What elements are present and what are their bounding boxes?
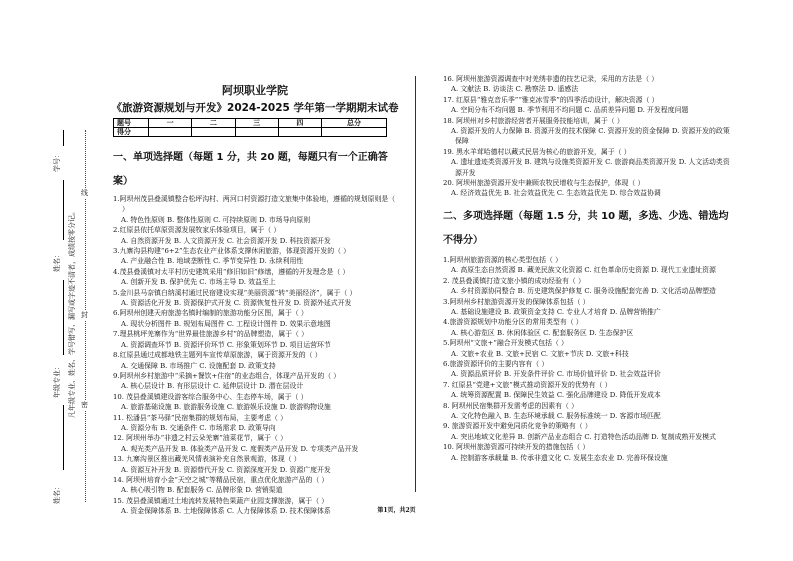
score-header-cell: 题号 [114, 119, 149, 128]
section2-question-list [443, 255, 730, 463]
question-text: 15. 茂县叠溪镇通过土地流转发展特色果蔬产业园支撑旅游，属于（ ） [113, 496, 329, 505]
question-text: 9.阿坝州乡村旅游中“采摘+餐饮+住宿”的业态组合，体现产品开发的（ ） [113, 371, 341, 380]
question-text: 8.红原县通过成都地铁主题列车宣传草原旅游，属于资源开发的（ ） [113, 351, 322, 360]
left-column [113, 146, 400, 517]
question-options: A. 乡村资源协同整合 B. 历史建筑保护修复 C. 服务设施配套完善 D. 文化活动品牌塑造 [451, 287, 716, 296]
question-text: 20. 阿坝州旅游资源开发中兼顾农牧民增收与生态保护，体现（ ） [443, 179, 645, 188]
score-row-label: 得分 [114, 128, 149, 137]
question-text: 3.九寨沟县构建“6+2”生态农业产业体系支撑休闲旅游，体现资源开发的（ ） [113, 247, 351, 256]
question-text: 6.旅游资源评价的主要内容有（ ） [443, 359, 549, 368]
question-options: A. 观光类产品开发 B. 体验类产品开发 C. 度假类产品开发 D. 专项类产品开发 [121, 444, 359, 453]
question-options: A. 资源品质评价 B. 开发条件评价 C. 市场价值评价 D. 社会效益评价 [451, 370, 661, 379]
question-options: A. 资源开发的人力保障 B. 资源开发的技术保障 C. 资源开发的资金保障 D. 资源开发的政策保障 [451, 127, 730, 146]
section2-heading: 二、多项选择题（每题 1.5 分，共 10 题，多选、少选、错选均不得分） [443, 210, 729, 246]
question-text: 5.金川县马奈镇白纳溪村通过民宿建设实现“美丽资源”转“美丽经济”，属于（ ） [113, 288, 357, 297]
question-text: 3.阿坝州乡村旅游资源开发的保障体系包括（ ） [443, 297, 590, 306]
name-label-bottom: 姓名： [53, 483, 61, 504]
score-header-cell: 三 [235, 119, 278, 128]
question-text: 2. 茂县叠溪镇打造文旅小镇的成功经验有（ ） [443, 276, 585, 285]
question-options: A. 空间分布不均问题 B. 季节利用不均问题 C. 品质差异问题 D. 开发程度问题 [451, 106, 689, 115]
question-text: 7. 红原县“党建+文旅”模式推动资源开发的优势有（ ） [443, 380, 612, 389]
question-options: A. 交通保障 B. 市场推广 C. 设施配套 D. 政策支持 [121, 361, 276, 370]
question-options: A. 文旅+农业 B. 文旅+民宿 C. 文旅+节庆 D. 文旅+科技 [451, 349, 629, 358]
question-options: A. 突出地域文化差异 B. 创新产品业态组合 C. 打造特色活动品牌 D. 复制成熟开发模式 [451, 432, 716, 441]
binding-line [63, 405, 64, 470]
score-table [113, 118, 387, 137]
question-text: 10. 茂县叠溪镇建设游客综合服务中心、生态停车场，属于（ ） [113, 392, 308, 401]
question-options: A. 控制游客承载量 B. 传承非遗文化 C. 发展生态农业 D. 完善环保设施 [451, 453, 668, 462]
grade-major-label: 年级专业： [53, 363, 61, 398]
seal-mark-feng: 封 [81, 311, 88, 319]
question-text: 11. 松潘县“茶马驿”民宿集群的规划布局，主要考虑（ ） [113, 413, 287, 422]
question-options: A. 特色性原则 B. 整体性原则 C. 可持续原则 D. 市场导向原则 [121, 215, 311, 224]
score-header-cell: 总分 [322, 119, 387, 128]
score-header-cell: 一 [149, 119, 192, 128]
question-options: A. 现状分析图件 B. 规划布局图件 C. 工程设计图件 D. 效果示意地图 [121, 319, 331, 328]
question-text: 14. 阿坝州培育小金“天空之城”等精品民宿，重点优化旅游产品的（ ） [113, 475, 329, 484]
question-text: 12. 阿坝州举办“非遗之村云朵羌寨”油菜花节，属于（ ） [113, 434, 287, 443]
question-text: 1.阿坝州旅游资源的核心类型包括（ ） [443, 255, 563, 264]
section1-question-list-continued [443, 74, 730, 199]
question-options: A. 自然资源开发 B. 人文资源开发 C. 社会资源开发 D. 科技资源开发 [121, 236, 331, 245]
question-options: A. 资源调查环节 B. 资源评价环节 C. 形象策划环节 D. 项目运营环节 [121, 340, 331, 349]
score-header-cell: 四 [278, 119, 321, 128]
question-text: 17. 红原县“雅克音乐季”“雅克冰雪季”的四季活动设计，解决资源（ ） [443, 95, 659, 104]
binding-line [63, 130, 64, 146]
seal-mark-xian: 线 [81, 189, 88, 197]
school-name: 阿坝职业学院 [222, 84, 288, 97]
seal-mark-mi: 密 [81, 401, 88, 409]
exam-title: 《旅游资源规划与开发》2024-2025 学年第一学期期末试卷 [111, 102, 399, 114]
question-text: 10. 阿坝州旅游资源可持续开发的措施包括（ ） [443, 443, 590, 452]
question-options: A. 旅游基础设施 B. 旅游服务设施 C. 旅游娱乐设施 D. 旅游购物设施 [121, 403, 331, 412]
binding-notice: 凡年级专业、姓名、学号错写、漏写或字迹不清者，成绩按零分记。 [68, 208, 76, 418]
question-text: 13. 九寨沟景区推出藏羌风情表演补充自然景观游，体现（ ） [113, 455, 301, 464]
question-text: 2.红原县依托草原资源发展牧家乐体验项目，属于（ ） [113, 226, 281, 235]
question-text: 18. 阿坝州对乡村旅游经营者开展服务技能培训，属于（ ） [443, 116, 624, 125]
score-cell [192, 128, 235, 137]
score-cell [322, 128, 387, 137]
score-table-header-row [114, 119, 387, 128]
question-options: A. 核心吸引物 B. 配套服务 C. 品牌形象 D. 营销渠道 [121, 486, 283, 495]
score-table-score-row [114, 128, 387, 137]
question-options: A. 遗址遗迹类资源开发 B. 建筑与设施类资源开发 C. 旅游商品类资源开发 D. 人文活动类资源开发 [451, 158, 730, 177]
question-options: A. 创新开发 B. 保护优先 C. 市场主导 D. 效益至上 [121, 278, 276, 287]
question-text: 19. 黑水羊茸哈德村以藏式民居为核心的旅游开发，属于（ ） [443, 147, 631, 156]
column-divider [415, 76, 416, 492]
right-column [443, 74, 730, 463]
score-cell [149, 128, 192, 137]
binding-line [63, 280, 64, 355]
question-options: A. 统筹资源配置 B. 保障民生效益 C. 强化品牌建设 D. 降低开发成本 [451, 391, 661, 400]
section1-question-list [113, 194, 400, 517]
question-options: A. 资源互补开发 B. 资源替代开发 C. 资源深度开发 D. 资源广度开发 [121, 465, 331, 474]
question-text: 7.理县桃坪羌寨作为“世界最佳旅游乡村”的品牌塑造，属于（ ） [113, 330, 308, 339]
question-text: 8. 阿坝州民宿集群开发需考虑的因素有（ ） [443, 401, 578, 410]
question-text: 4.茂县叠溪镇对太平村历史建筑采用“修旧如旧”修缮，遵循的开发理念是（ ） [113, 267, 350, 276]
question-text: 16. 阿坝州旅游资源调查中对羌绣非遗的技艺记录，采用的方法是（ ） [443, 75, 659, 83]
question-options: A. 基础设施建设 B. 政策资金支持 C. 专业人才培育 D. 品牌营销推广 [451, 307, 661, 316]
question-options: A. 核心层设计 B. 有形层设计 C. 延伸层设计 D. 潜在层设计 [121, 382, 304, 391]
question-text: 1.阿坝州茂县叠溪镇整合松坪沟村、两河口村资源打造文旅集中体验地，遵循的规划原则是（ ） [113, 195, 396, 214]
question-options: A. 文献法 B. 访谈法 C. 勘察法 D. 遥感法 [451, 85, 579, 94]
binding-line [63, 180, 64, 240]
question-text: 4.旅游资源规划中功能分区的常用类型有（ ） [443, 318, 583, 327]
score-cell [235, 128, 278, 137]
question-options: A. 文化特色融入 B. 生态环境承载 C. 服务标准统一 D. 客源市场匹配 [451, 411, 661, 420]
question-options: A. 经济效益优先 B. 社会效益优先 C. 生态效益优先 D. 综合效益协调 [451, 189, 661, 198]
question-options: A. 产业融合性 B. 地域垄断性 C. 季节变异性 D. 永续利用性 [121, 257, 304, 266]
question-options: A. 资源活化开发 B. 资源保护式开发 C. 资源恢复性开发 D. 资源外延式开发 [121, 299, 352, 308]
page-number: 第1页，共2页 [377, 507, 416, 514]
question-options: A. 资源分布 B. 交通条件 C. 市场需求 D. 政策导向 [121, 423, 276, 432]
question-options: A. 核心游览区 B. 休闲体验区 C. 配套服务区 D. 生态保护区 [451, 328, 634, 337]
section1-heading: 一、单项选择题（每题 1 分，共 20 题，每题只有一个正确答案） [113, 152, 388, 187]
score-header-cell: 二 [192, 119, 235, 128]
name-label: 姓名： [53, 251, 61, 272]
score-cell [278, 128, 321, 137]
question-text: 9. 旅游资源开发中避免同质化竞争的策略有（ ） [443, 422, 592, 431]
question-text: 6.阿坝州创建天府旅游名镇时编制的旅游功能分区图，属于（ ） [113, 309, 308, 318]
student-id-label: 学号： [53, 151, 61, 172]
question-options: A. 高原生态自然资源 B. 藏羌民族文化资源 C. 红色革命历史资源 D. 现代工业遗址资源 [451, 266, 716, 275]
question-options: A. 资金保障体系 B. 土地保障体系 C. 人力保障体系 D. 技术保障体系 [121, 507, 331, 516]
question-text: 5.阿坝州“文旅+”融合开发模式包括（ ） [443, 339, 568, 348]
